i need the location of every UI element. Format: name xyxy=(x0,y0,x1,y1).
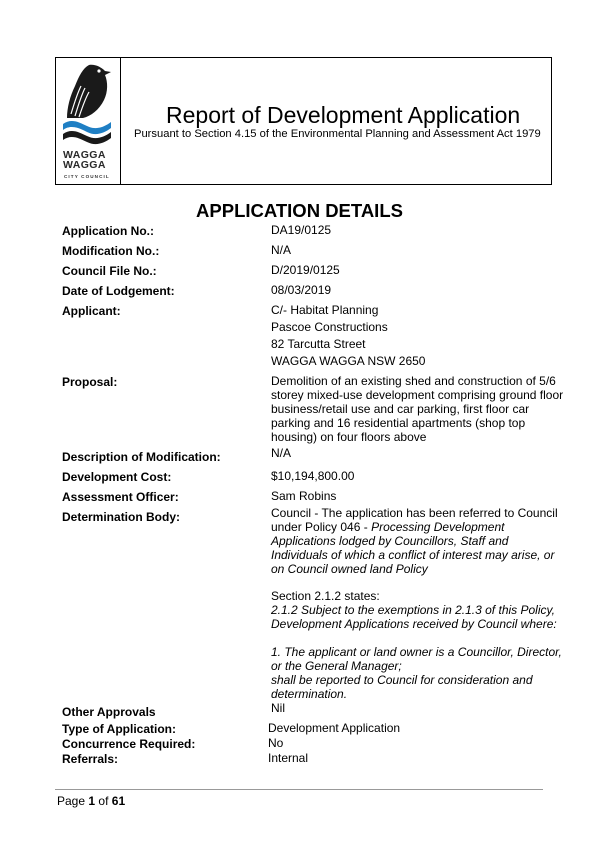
applicant-line: WAGGA WAGGA NSW 2650 xyxy=(271,354,426,368)
determination-body-line: 1. The applicant or land owner is a Councillor, Director, xyxy=(271,645,562,659)
modification-no-value: N/A xyxy=(271,243,292,257)
of-word: of xyxy=(98,794,109,808)
assessment-officer-value: Sam Robins xyxy=(271,489,337,503)
logo-text-city-council: CITY COUNCIL xyxy=(64,174,110,179)
section-title: APPLICATION DETAILS xyxy=(196,200,403,221)
determination-body-label: Determination Body: xyxy=(62,510,181,524)
applicant-line: Pascoe Constructions xyxy=(271,320,388,334)
referrals-label: Referrals: xyxy=(62,752,119,766)
logo-text-line1: WAGGA xyxy=(63,149,106,161)
council-logo xyxy=(56,58,121,184)
page-word: Page xyxy=(57,794,86,808)
report-title: Report of Development Application xyxy=(166,102,521,128)
footer-divider xyxy=(55,789,543,790)
determination-body-line: shall be reported to Council for consideration and xyxy=(271,673,533,687)
determination-body-text: under Policy 046 - xyxy=(271,520,372,534)
proposal-line: Demolition of an existing shed and construction of 5/6 xyxy=(271,374,556,388)
proposal-line: parking and 16 residential apartments (shop top xyxy=(271,416,526,430)
report-header xyxy=(55,57,552,185)
description-of-modification-value: N/A xyxy=(271,446,292,460)
application-no-value: DA19/0125 xyxy=(271,223,332,237)
determination-body-line: Development Applications received by Council where: xyxy=(271,617,557,631)
modification-no-label: Modification No.: xyxy=(62,244,160,258)
policy-name-text: Processing Development xyxy=(371,520,505,534)
concurrence-required-value: No xyxy=(268,736,284,750)
description-of-modification-label: Description of Modification: xyxy=(62,450,221,464)
determination-body-line: Section 2.1.2 states: xyxy=(271,589,380,603)
proposal-line: housing) on four floors above xyxy=(271,430,427,444)
date-of-lodgement-value: 08/03/2019 xyxy=(271,283,332,297)
other-approvals-label: Other Approvals xyxy=(62,705,156,719)
assessment-officer-label: Assessment Officer: xyxy=(62,490,179,504)
applicant-line: C/- Habitat Planning xyxy=(271,303,379,317)
development-cost-value: $10,194,800.00 xyxy=(271,469,355,483)
referrals-value: Internal xyxy=(268,751,309,765)
determination-body-line: Individuals of which a conflict of interest may arise, or xyxy=(271,548,555,562)
report-subtitle: Pursuant to Section 4.15 of the Environmental Planning and Assessment Act 1979 xyxy=(134,128,541,140)
type-of-application-label: Type of Application: xyxy=(62,722,176,736)
determination-body-line: or the General Manager; xyxy=(271,659,402,673)
development-cost-label: Development Cost: xyxy=(62,470,172,484)
crow-logo-icon xyxy=(61,62,113,146)
determination-body-line: on Council owned land Policy xyxy=(271,562,428,576)
determination-body-line: 2.1.2 Subject to the exemptions in 2.1.3 of this Policy, xyxy=(271,603,555,617)
other-approvals-value: Nil xyxy=(271,701,285,715)
application-no-label: Application No.: xyxy=(62,224,154,238)
determination-body-line: Applications lodged by Councillors, Staff and xyxy=(271,534,509,548)
proposal-label: Proposal: xyxy=(62,375,118,389)
logo-text-line2: WAGGA xyxy=(63,159,106,171)
date-of-lodgement-label: Date of Lodgement: xyxy=(62,284,175,298)
determination-body-line: determination. xyxy=(271,687,348,701)
applicant-line: 82 Tarcutta Street xyxy=(271,337,366,351)
determination-body-line xyxy=(271,521,571,535)
page-total: 61 xyxy=(111,794,126,808)
proposal-line: business/retail use and car parking, first floor car xyxy=(271,402,530,416)
page-current: 1 xyxy=(88,794,96,808)
type-of-application-value: Development Application xyxy=(268,721,401,735)
applicant-label: Applicant: xyxy=(62,304,121,318)
proposal-line: storey mixed-use development comprising ground floor xyxy=(271,388,564,402)
determination-body-line: Council - The application has been referred to Council xyxy=(271,506,558,520)
concurrence-required-label: Concurrence Required: xyxy=(62,737,196,751)
page-footer xyxy=(57,794,125,808)
council-file-no-value: D/2019/0125 xyxy=(271,263,340,277)
council-file-no-label: Council File No.: xyxy=(62,264,157,278)
